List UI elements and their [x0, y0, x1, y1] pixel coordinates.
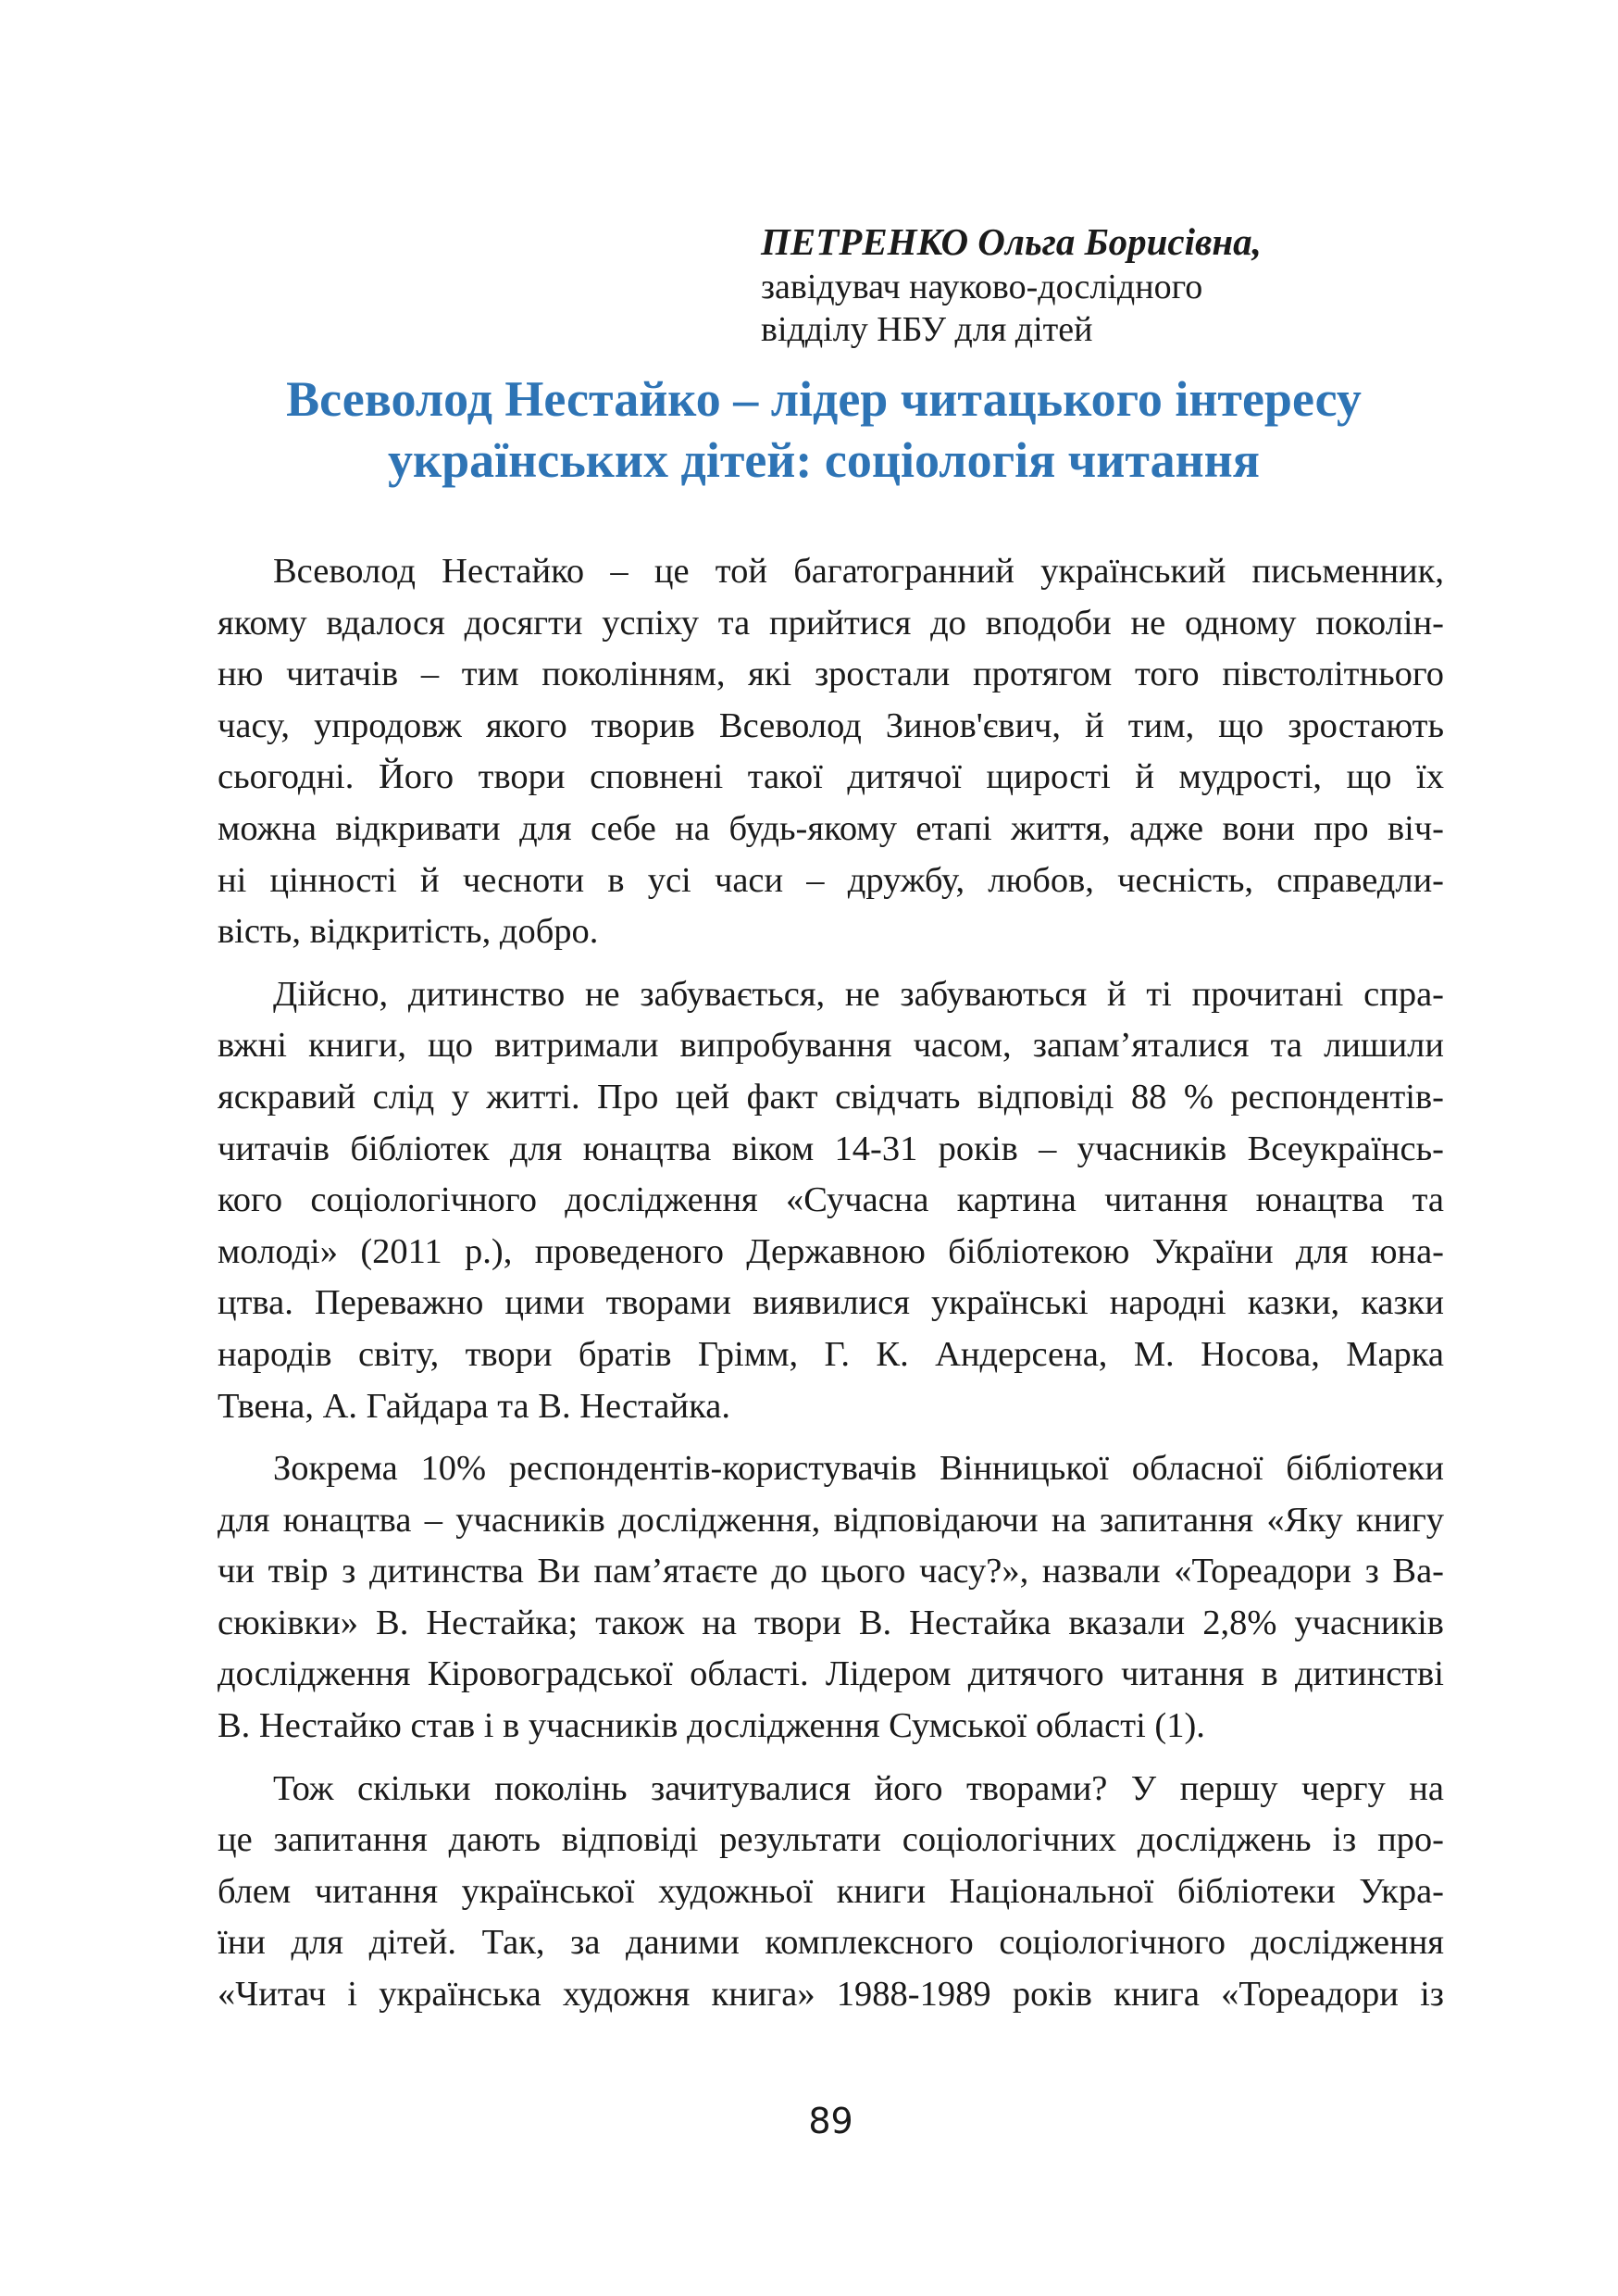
- text-line: сюківки» В. Нестайка; також на твори В. Нестайка вказали 2,8% учасників: [218, 1603, 1444, 1642]
- text-line: В. Нестайко став і в учасників дослідження Сумської області (1).: [218, 1706, 1205, 1746]
- text-line: чи твір з дитинства Ви пам’ятаєте до цього часу?», назвали «Тореадори з Ва-: [218, 1552, 1444, 1591]
- text-line: «Читач і українська художня книга» 1988-1989 років книга «Тореадори із: [218, 1975, 1444, 2015]
- article-body: [218, 546, 1444, 2032]
- text-line: Тож скільки поколінь зачитувалися його творами? У першу чергу на: [273, 1768, 1444, 1808]
- paragraph-1: [218, 546, 1444, 958]
- author-position-line: завідувач науково-дослідного: [761, 268, 1203, 306]
- text-line: цтва. Переважно цими творами виявилися українські народні казки, казки: [218, 1283, 1444, 1323]
- text-line: Зокрема 10% респондентів-користувачів Вінницької обласної бібліотеки: [273, 1449, 1444, 1489]
- text-line: дослідження Кіровоградської області. Лідером дитячого читання в дитинстві: [218, 1654, 1444, 1694]
- author-name: ПЕТРЕНКО Ольга Борисівна,: [761, 220, 1262, 263]
- paragraph-3: [218, 1443, 1444, 1753]
- text-line: часу, упродовж якого творив Всеволод Зинов'євич, й тим, що зростають: [218, 705, 1444, 745]
- text-line: Всеволод Нестайко – це той багатогранний український письменник,: [273, 552, 1444, 591]
- text-line: сьогодні. Його твори сповнені такої дитячої щирості й мудрості, що їх: [218, 757, 1444, 797]
- text-line: можна відкривати для себе на будь-якому етапі життя, адже вони про віч-: [218, 808, 1444, 848]
- text-line: Твена, А. Гайдара та В. Нестайка.: [218, 1386, 730, 1426]
- text-line: кого соціологічного дослідження «Сучасна картина читання юнацтва та: [218, 1180, 1444, 1220]
- article-title: [185, 368, 1462, 491]
- text-line: яскравий слід у житті. Про цей факт свідчать відповіді 88 % респондентів-: [218, 1077, 1444, 1117]
- article-title-line: українських дітей: соціологія читання: [387, 432, 1261, 488]
- text-line: вість, відкритість, добро.: [218, 912, 599, 952]
- text-line: це запитання дають відповіді результати соціологічних досліджень із про-: [218, 1820, 1444, 1860]
- author-position-line: відділу НБУ для дітей: [761, 310, 1093, 349]
- text-line: молоді» (2011 р.), проведеного Державною бібліотекою України для юна-: [218, 1231, 1444, 1271]
- text-line: для юнацтва – учасників дослідження, відповідаючи на запитання «Яку книгу: [218, 1500, 1444, 1540]
- page-number: 89: [808, 2101, 853, 2141]
- text-line: ні цінності й чесноти в усі часи – дружбу, любов, чесність, справедли-: [218, 860, 1444, 900]
- article-title-line: Всеволод Нестайко – лідер читацького інтересу: [286, 371, 1362, 427]
- text-line: Дійсно, дитинство не забувається, не забуваються й ті прочитані спра-: [273, 974, 1444, 1014]
- author-block: [761, 218, 1409, 351]
- text-line: якому вдалося досягти успіху та прийтися до вподоби не одному поколін-: [218, 603, 1444, 643]
- text-line: читачів бібліотек для юнацтва віком 14-31 років – учасників Всеукраїнсь-: [218, 1129, 1444, 1168]
- paragraph-4: [218, 1764, 1444, 2021]
- text-line: вжні книги, що витримали випробування часом, запам’яталися та лишили: [218, 1026, 1444, 1066]
- text-line: народів світу, твори братів Грімм, Г. К. Андерсена, М. Носова, Марка: [218, 1334, 1444, 1374]
- text-line: ню читачів – тим поколінням, які зростали протягом того півстолітнього: [218, 655, 1444, 694]
- text-line: їни для дітей. Так, за даними комплексного соціологічного дослідження: [218, 1923, 1444, 1963]
- text-line: блем читання української художньої книги Національної бібліотеки Укра-: [218, 1871, 1444, 1911]
- paragraph-2: [218, 969, 1444, 1432]
